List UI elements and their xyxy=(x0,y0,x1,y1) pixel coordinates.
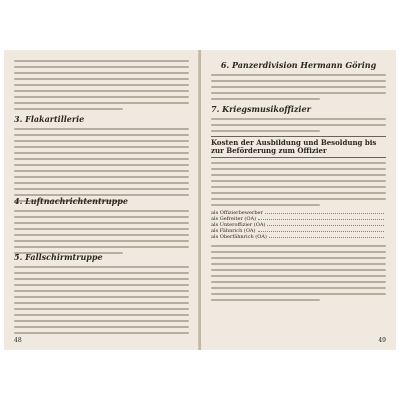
section-heading: 3. Flakartillerie xyxy=(14,114,85,124)
ranks-list xyxy=(211,210,386,240)
costs-box xyxy=(211,136,386,305)
rank-row: als Oberfähnrich (OA) xyxy=(211,234,386,240)
rank-row: als Offizierbewerber xyxy=(211,210,386,216)
section-6 xyxy=(211,60,386,104)
section-4 xyxy=(14,196,189,258)
section-7 xyxy=(211,104,386,136)
section-5 xyxy=(14,252,189,338)
right-page-content xyxy=(211,60,386,330)
section-heading: 6. Panzerdivision Hermann Göring xyxy=(220,60,377,70)
left-page-content xyxy=(14,60,189,330)
right-page xyxy=(201,50,396,350)
page-number: 49 xyxy=(378,337,386,344)
section-heading: 4. Luftnachrichtentruppe xyxy=(14,196,128,206)
section-3 xyxy=(14,114,189,206)
section-heading: 5. Fallschirmtruppe xyxy=(14,252,103,262)
rank-row: als Fähnrich (OA) xyxy=(211,228,386,234)
paragraph xyxy=(14,60,189,114)
page-number: 48 xyxy=(14,337,22,344)
rank-row: als Gefreiter (OA) xyxy=(211,216,386,222)
section-heading: 7. Kriegsmusikoffizier xyxy=(211,104,311,114)
left-page xyxy=(4,50,199,350)
rank-row: als Unteroffizier (OA) xyxy=(211,222,386,228)
box-title: Kosten der Ausbildung und Besoldung bis zur Beförderung zum Offizier xyxy=(211,136,386,158)
book-spread xyxy=(4,50,396,350)
